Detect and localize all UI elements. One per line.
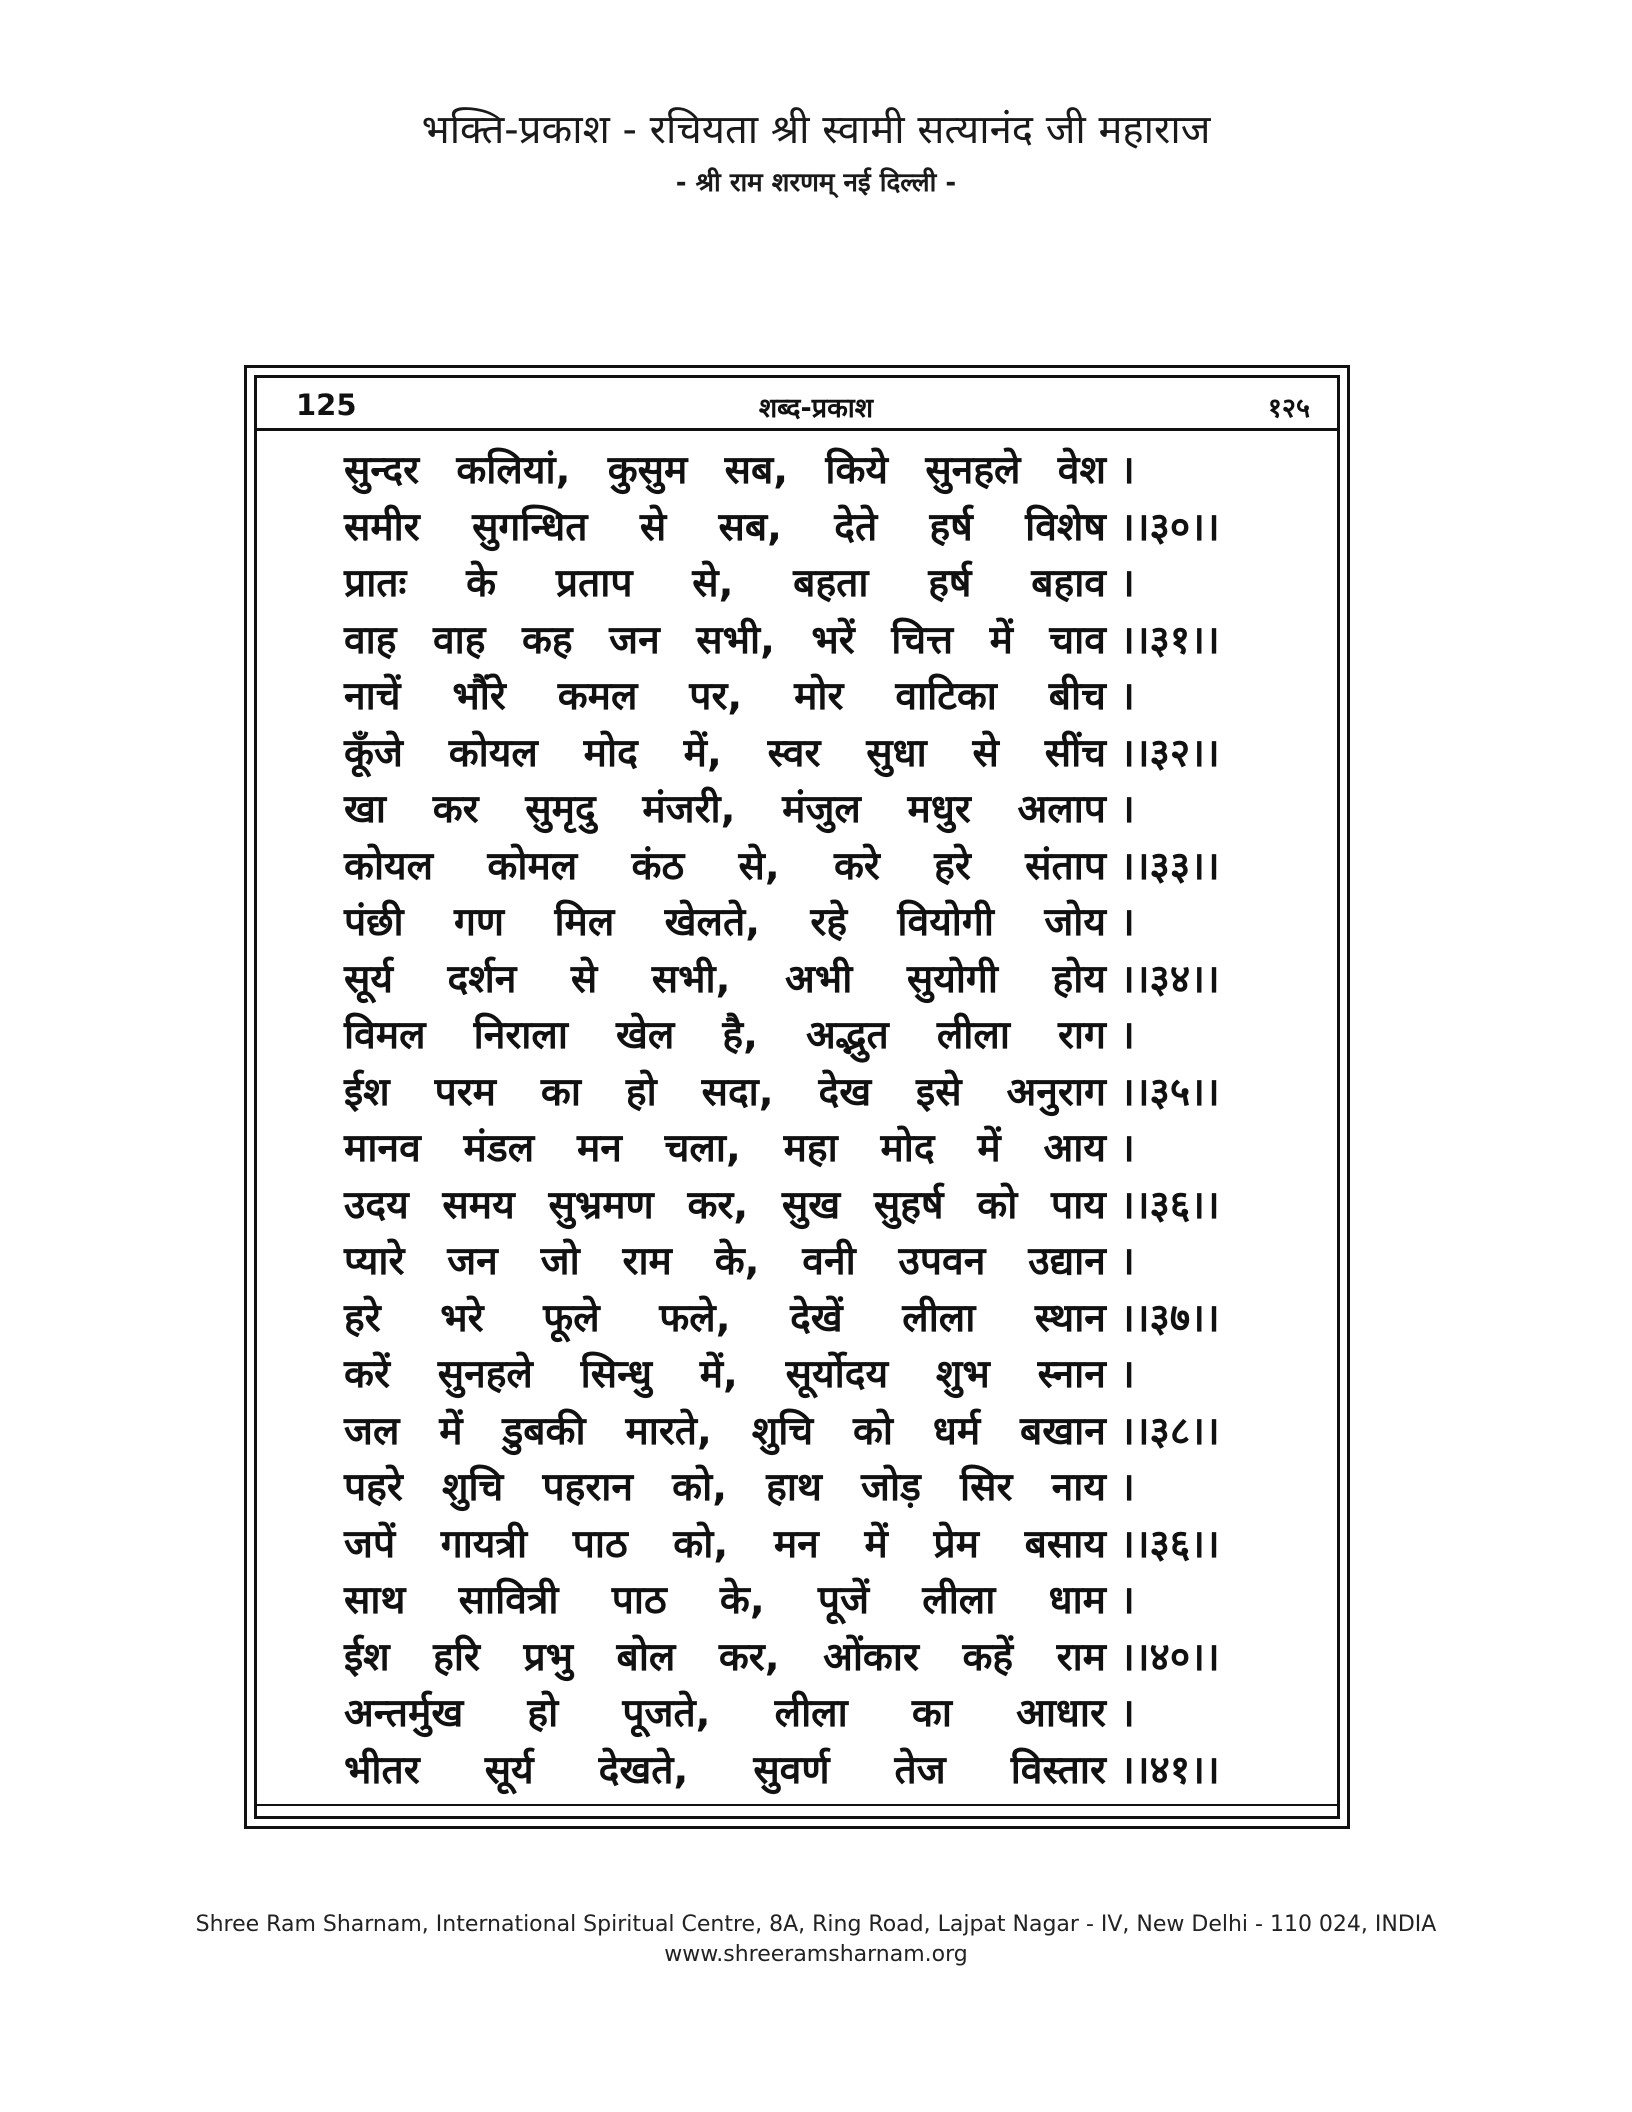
verse-end-mark: ।।३७।। <box>1120 1295 1220 1341</box>
verse-word: में <box>977 1126 1001 1171</box>
verse-word: हरे <box>344 1295 381 1341</box>
verse-word: नाचें <box>344 674 401 719</box>
verse-word: मन <box>576 1126 622 1171</box>
verse-word: बसाय <box>1024 1521 1106 1567</box>
verse-text <box>344 556 1120 613</box>
verse-word: हो <box>625 1069 657 1115</box>
verse-end-mark: ।।३८।। <box>1120 1408 1220 1454</box>
verse-text <box>344 1347 1120 1404</box>
verse-text <box>344 1121 1120 1178</box>
verse-word: मोर <box>794 674 844 719</box>
verse-line <box>344 1686 1248 1743</box>
verse-word: चित्त <box>891 617 954 663</box>
verse-word: डुबकी <box>502 1408 586 1454</box>
verse-line <box>344 556 1248 613</box>
verse-word: भौंरे <box>452 674 506 719</box>
verse-line <box>344 1347 1248 1404</box>
verse-word: हरे <box>934 843 971 889</box>
verse-line <box>344 1178 1248 1235</box>
verse-word: कर <box>432 787 479 832</box>
verse-text <box>344 1743 1120 1800</box>
verse-word: हो <box>527 1691 559 1736</box>
verse-word: कंठ <box>631 843 685 889</box>
verse-line <box>344 669 1248 726</box>
verse-end-mark: । <box>1120 900 1135 945</box>
verse-line <box>344 500 1248 557</box>
verse-word: खेलते, <box>664 900 761 945</box>
verse-text <box>344 443 1120 500</box>
verse-text <box>344 1234 1120 1291</box>
verse-block <box>344 443 1248 1799</box>
verse-line <box>344 613 1248 670</box>
verse-end-mark: ।।३२।। <box>1120 730 1220 776</box>
verse-word: उपवन <box>898 1239 986 1284</box>
verse-text <box>344 613 1120 670</box>
verse-end-mark: । <box>1120 1578 1135 1623</box>
page-number-devanagari: १२५ <box>1267 393 1310 424</box>
verse-word: मंडल <box>463 1126 535 1171</box>
verse-line <box>344 1291 1248 1348</box>
verse-word: गण <box>453 900 505 945</box>
verse-word: राम <box>622 1239 672 1284</box>
verse-word: परम <box>434 1069 497 1115</box>
verse-line <box>344 1573 1248 1630</box>
verse-word: में, <box>699 1352 738 1397</box>
verse-word: कमल <box>557 674 638 719</box>
verse-word: के <box>466 561 497 606</box>
verse-word: मंजरी, <box>642 787 736 832</box>
verse-word: पूजें <box>817 1578 870 1623</box>
verse-word: सब, <box>718 504 782 550</box>
verse-end-mark: ।।३६।। <box>1120 1521 1220 1567</box>
verse-word: भरें <box>811 617 855 663</box>
verse-word: मोद <box>880 1126 935 1171</box>
verse-word: जो <box>540 1239 580 1284</box>
verse-word: सूर्य <box>344 956 393 1002</box>
verse-word: भीतर <box>344 1747 420 1793</box>
verse-word: सुधा <box>866 730 927 776</box>
verse-word: से, <box>738 843 780 889</box>
verse-word: सिर <box>960 1465 1013 1510</box>
verse-word: देखें <box>790 1295 843 1341</box>
verse-word: अद्भुत <box>805 1013 889 1058</box>
page-number-latin: 125 <box>296 388 357 422</box>
footer-divider <box>254 1804 1340 1806</box>
verse-word: नाय <box>1051 1465 1106 1510</box>
verse-word: जोय <box>1044 900 1106 945</box>
verse-text <box>344 1404 1120 1461</box>
verse-word: हर्ष <box>929 504 973 550</box>
verse-word: सींच <box>1044 730 1106 776</box>
verse-end-mark: ।।३६।। <box>1120 1182 1220 1228</box>
verse-word: हरि <box>433 1634 480 1680</box>
verse-word: अनुराग <box>1006 1069 1106 1115</box>
verse-word: करे <box>833 843 880 889</box>
verse-word: कोयल <box>344 843 434 889</box>
verse-word: आधार <box>1016 1691 1106 1736</box>
verse-text <box>344 1460 1120 1517</box>
verse-word: बहता <box>793 561 869 606</box>
verse-word: होय <box>1052 956 1106 1002</box>
verse-word: सदा, <box>701 1069 774 1115</box>
verse-word: बीच <box>1048 674 1106 719</box>
verse-end-mark: । <box>1120 561 1135 606</box>
verse-word: ओंकार <box>823 1634 919 1680</box>
verse-word: वाह <box>432 617 486 663</box>
verse-word: संताप <box>1025 843 1106 889</box>
verse-word: प्यारे <box>344 1239 405 1284</box>
verse-word: बहाव <box>1031 561 1106 606</box>
document-subtitle: - श्री राम शरणम् नई दिल्ली - <box>675 168 957 198</box>
verse-word: से <box>972 730 999 776</box>
verse-word: मिल <box>554 900 615 945</box>
verse-word: से, <box>692 561 734 606</box>
verse-text <box>344 1573 1120 1630</box>
verse-word: राम <box>1056 1634 1106 1680</box>
verse-word: प्रभु <box>523 1634 574 1680</box>
verse-end-mark: । <box>1120 448 1135 493</box>
verse-word: मोद <box>583 730 638 776</box>
verse-word: पाठ <box>611 1578 667 1623</box>
verse-word: लीला <box>936 1013 1010 1058</box>
verse-line <box>344 782 1248 839</box>
verse-text <box>344 1291 1120 1348</box>
footer-address: Shree Ram Sharnam, International Spiritual Centre, 8A, Ring Road, Lajpat Nagar - IV, New Delhi - 110 024, INDIA <box>195 1912 1437 1937</box>
verse-end-mark: । <box>1120 1013 1135 1058</box>
verse-end-mark: । <box>1120 1465 1135 1510</box>
verse-line <box>344 443 1248 500</box>
verse-word: सुगन्धित <box>472 504 588 550</box>
verse-word: निराला <box>473 1013 568 1058</box>
verse-word: कोमल <box>487 843 578 889</box>
verse-word: हर्ष <box>928 561 972 606</box>
verse-word: को, <box>672 1465 728 1510</box>
verse-word: उद्यान <box>1028 1239 1106 1284</box>
verse-word: सुभ्रमण <box>548 1182 654 1228</box>
verse-word: स्थान <box>1034 1295 1106 1341</box>
verse-word: शुचि <box>441 1465 504 1510</box>
verse-text <box>344 1065 1120 1122</box>
verse-line <box>344 1065 1248 1122</box>
verse-word: हाथ <box>766 1465 822 1510</box>
verse-text <box>344 726 1120 783</box>
verse-text <box>344 952 1120 1009</box>
verse-word: से <box>570 956 598 1002</box>
verse-word: अलाप <box>1017 787 1106 832</box>
verse-word: वेश <box>1057 448 1106 493</box>
verse-word: वियोगी <box>897 900 994 945</box>
verse-word: से <box>639 504 667 550</box>
verse-end-mark: ।।३१।। <box>1120 617 1220 663</box>
verse-word: महा <box>783 1126 838 1171</box>
verse-word: चला, <box>664 1126 741 1171</box>
verse-end-mark: । <box>1120 1239 1135 1284</box>
verse-line <box>344 895 1248 952</box>
verse-word: को <box>977 1182 1018 1228</box>
verse-word: बखान <box>1020 1408 1106 1454</box>
verse-word: सूर्य <box>484 1747 534 1793</box>
verse-word: के, <box>719 1578 765 1623</box>
verse-word: देखते, <box>598 1747 689 1793</box>
verse-line <box>344 839 1248 896</box>
verse-word: लीला <box>922 1578 996 1623</box>
verse-word: मारते, <box>625 1408 712 1454</box>
verse-word: में <box>989 617 1013 663</box>
verse-word: अभी <box>785 956 853 1002</box>
document-title: भक्ति-प्रकाश - रचियता श्री स्वामी सत्यानंद जी महाराज <box>421 107 1211 153</box>
verse-word: विमल <box>344 1013 426 1058</box>
verse-text <box>344 1517 1120 1574</box>
verse-word: ईश <box>344 1634 390 1680</box>
verse-word: है, <box>722 1013 758 1058</box>
verse-word: लीला <box>902 1295 976 1341</box>
verse-line <box>344 1234 1248 1291</box>
verse-end-mark: । <box>1120 1352 1135 1397</box>
verse-word: वाटिका <box>895 674 997 719</box>
verse-word: को <box>852 1408 893 1454</box>
verse-word: इसे <box>916 1069 962 1115</box>
verse-end-mark: ।।४०।। <box>1120 1634 1220 1680</box>
verse-word: धर्म <box>932 1408 981 1454</box>
verse-word: सब, <box>724 448 789 493</box>
verse-text <box>344 669 1120 726</box>
verse-word: मन <box>773 1521 819 1567</box>
page-heading: शब्द-प्रकाश <box>758 393 874 424</box>
verse-word: को, <box>673 1521 729 1567</box>
verse-word: बोल <box>616 1634 676 1680</box>
verse-word: कुसुम <box>607 448 688 493</box>
footer-website: www.shreeramsharnam.org <box>664 1942 968 1967</box>
verse-line <box>344 1743 1248 1800</box>
verse-word: कूँजे <box>344 730 403 776</box>
verse-text <box>344 895 1120 952</box>
verse-text <box>344 1008 1120 1065</box>
verse-word: सुहर्ष <box>873 1182 944 1228</box>
verse-word: चाव <box>1049 617 1106 663</box>
verse-word: कोयल <box>448 730 538 776</box>
verse-line <box>344 1630 1248 1687</box>
verse-word: सुमृदु <box>525 787 596 832</box>
verse-word: जन <box>447 1239 498 1284</box>
verse-line <box>344 1460 1248 1517</box>
verse-word: कहें <box>962 1634 1014 1680</box>
verse-word: सुनहले <box>925 448 1021 493</box>
verse-line <box>344 952 1248 1009</box>
verse-end-mark: । <box>1120 1126 1135 1171</box>
verse-word: सुख <box>781 1182 841 1228</box>
verse-word: विस्तार <box>1010 1747 1106 1793</box>
verse-word: समय <box>442 1182 515 1228</box>
verse-word: सुवर्ण <box>753 1747 830 1793</box>
verse-line <box>344 1517 1248 1574</box>
verse-word: जोड़ <box>861 1465 921 1510</box>
verse-word: स्नान <box>1037 1352 1106 1397</box>
verse-word: प्रेम <box>933 1521 979 1567</box>
verse-word: शुचि <box>751 1408 814 1454</box>
verse-word: पहरान <box>542 1465 634 1510</box>
verse-word: साथ <box>344 1578 406 1623</box>
verse-word: राग <box>1057 1013 1106 1058</box>
verse-word: जल <box>344 1408 400 1454</box>
verse-word: का <box>911 1691 952 1736</box>
verse-word: देते <box>834 504 878 550</box>
verse-word: वाह <box>344 617 397 663</box>
verse-end-mark: । <box>1120 1691 1135 1736</box>
verse-word: देख <box>818 1069 872 1115</box>
verse-word: धाम <box>1048 1578 1106 1623</box>
verse-word: खा <box>344 787 387 832</box>
verse-end-mark: । <box>1120 787 1135 832</box>
verse-word: पहरे <box>344 1465 403 1510</box>
verse-line <box>344 1121 1248 1178</box>
verse-end-mark: ।।३५।। <box>1120 1069 1220 1115</box>
verse-end-mark: ।।३४।। <box>1120 956 1220 1002</box>
verse-word: फले, <box>659 1295 731 1341</box>
verse-word: सुनहले <box>437 1352 533 1397</box>
verse-text <box>344 1686 1120 1743</box>
verse-word: लीला <box>774 1691 848 1736</box>
verse-word: कर, <box>687 1182 749 1228</box>
verse-word: भरे <box>440 1295 484 1341</box>
verse-word: में <box>439 1408 463 1454</box>
verse-word: प्रातः <box>344 561 407 606</box>
verse-line <box>344 1008 1248 1065</box>
verse-word: पाय <box>1051 1182 1106 1228</box>
verse-line <box>344 726 1248 783</box>
verse-word: मंजुल <box>782 787 861 832</box>
verse-word: कह <box>521 617 573 663</box>
verse-word: मधुर <box>907 787 971 832</box>
verse-word: के, <box>714 1239 760 1284</box>
verse-word: सभी, <box>696 617 775 663</box>
verse-word: सुयोगी <box>906 956 998 1002</box>
verse-end-mark: । <box>1120 674 1135 719</box>
verse-word: सुन्दर <box>344 448 420 493</box>
verse-word: सूर्योदय <box>785 1352 889 1397</box>
verse-end-mark: ।।३३।। <box>1120 843 1220 889</box>
verse-word: किये <box>825 448 889 493</box>
verse-end-mark: ।।३०।। <box>1120 504 1220 550</box>
verse-word: स्वर <box>767 730 821 776</box>
verse-word: आय <box>1043 1126 1106 1171</box>
verse-word: गायत्री <box>440 1521 528 1567</box>
verse-word: वनी <box>802 1239 856 1284</box>
verse-word: में <box>864 1521 888 1567</box>
verse-word: सिन्धु <box>580 1352 652 1397</box>
verse-word: दर्शन <box>447 956 517 1002</box>
verse-word: सभी, <box>651 956 731 1002</box>
verse-line <box>344 1404 1248 1461</box>
verse-word: जपें <box>344 1521 396 1567</box>
verse-word: में, <box>683 730 722 776</box>
verse-text <box>344 839 1120 896</box>
verse-text <box>344 1630 1120 1687</box>
verse-word: का <box>540 1069 581 1115</box>
verse-word: ईश <box>344 1069 390 1115</box>
verse-word: उदय <box>344 1182 409 1228</box>
verse-word: करें <box>344 1352 390 1397</box>
verse-word: कर, <box>718 1634 780 1680</box>
verse-word: पूजते, <box>622 1691 711 1736</box>
verse-word: पंछी <box>344 900 404 945</box>
header-divider <box>254 428 1340 431</box>
verse-text <box>344 782 1120 839</box>
verse-word: पाठ <box>572 1521 628 1567</box>
verse-word: जन <box>609 617 660 663</box>
verse-word: शुभ <box>935 1352 990 1397</box>
verse-word: रहे <box>810 900 848 945</box>
verse-word: प्रताप <box>555 561 633 606</box>
verse-word: कलियां, <box>456 448 571 493</box>
verse-word: सावित्री <box>458 1578 559 1623</box>
verse-text <box>344 1178 1120 1235</box>
verse-word: विशेष <box>1025 504 1106 550</box>
verse-word: खेल <box>616 1013 675 1058</box>
verse-end-mark: ।।४१।। <box>1120 1747 1220 1793</box>
verse-text <box>344 500 1120 557</box>
verse-word: मानव <box>344 1126 421 1171</box>
verse-word: पर, <box>689 674 743 719</box>
verse-word: तेज <box>894 1747 946 1793</box>
verse-word: समीर <box>344 504 420 550</box>
verse-word: अन्तर्मुख <box>344 1691 464 1736</box>
verse-word: फूले <box>543 1295 600 1341</box>
